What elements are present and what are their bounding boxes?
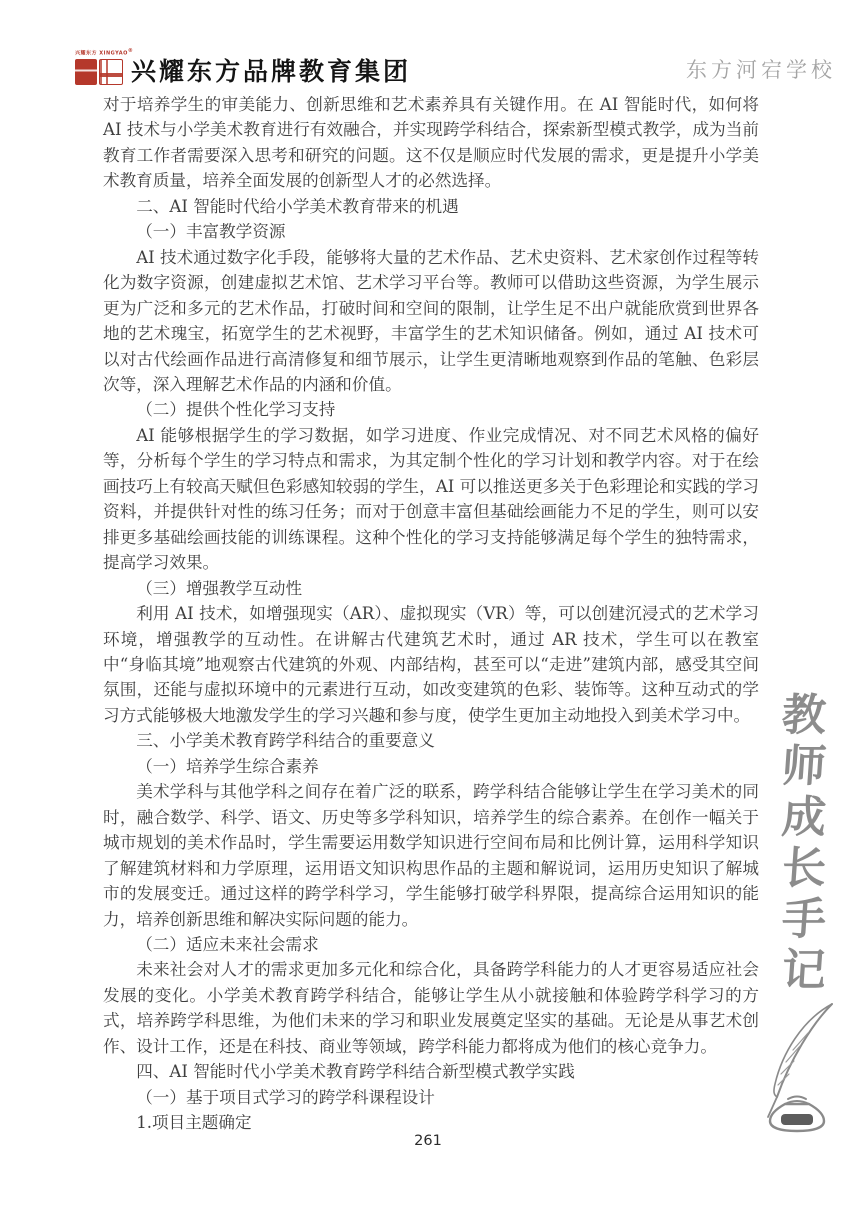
- brand-logo: [75, 48, 134, 92]
- section-heading: 三、小学美术教育跨学科结合的重要意义: [136, 731, 435, 751]
- brand-logo-seal-icon: [75, 59, 125, 85]
- vertical-title-char: 教: [780, 690, 828, 741]
- vertical-title: [772, 690, 836, 996]
- paragraph: AI 技术通过数字化手段，能够将大量的艺术作品、艺术史资料、艺术家创作过程等转化为数字资源，创建虚拟艺术馆、艺术学习平台等。教师可以借助这些资源，为学生展示更为广泛和多元的艺术作品，打破时间和空间的限制，让学生足不出户就能欣赏到世界各地的艺术瑰宝，拓宽学生的艺术视野，丰富学生的艺术知识储备。例如，通过 AI 技术可以对古代绘画作品进行高清修复和细节展示，让学生更清晰地观察到作品的笔触、色彩层次等，深入理解艺术作品的内涵和价值。: [103, 247, 759, 394]
- vertical-title-char: 记: [780, 945, 828, 996]
- vertical-title-char: 手: [780, 894, 828, 945]
- brand-title: 兴耀东方品牌教育集团: [131, 57, 412, 86]
- section-heading: （一）基于项目式学习的跨学科课程设计: [136, 1087, 435, 1107]
- section-heading: （二）适应未来社会需求: [136, 934, 319, 954]
- registered-trademark-icon: ®: [127, 48, 134, 54]
- paragraph: 美术学科与其他学科之间存在着广泛的联系，跨学科结合能够让学生在学习美术的同时，融合数学、科学、语文、历史等多学科知识，培养学生的综合素养。在创作一幅关于城市规划的美术作品时，学生需要运用数学知识进行空间布局和比例计算，运用科学知识了解建筑材料和力学原理，运用语文知识构思作品的主题和解说词，运用历史知识了解城市的发展变迁。通过这样的跨学科学习，学生能够打破学科界限，提高综合运用知识的能力，培养创新思维和解决实际问题的能力。: [103, 782, 759, 929]
- document-body: [103, 92, 759, 1136]
- paragraph: 利用 AI 技术，如增强现实（AR）、虚拟现实（VR）等，可以创建沉浸式的艺术学习环境，增强教学的互动性。在讲解古代建筑艺术时，通过 AR 技术，学生可以在教室中“身临其境”地观察古代建筑的外观、内部结构，甚至可以“走进”建筑内部，感受其空间氛围，还能与虚拟环境中的元素进行互动，如改变建筑的色彩、装饰等。这种互动式的学习方式能够极大地激发学生的学习兴趣和参与度，使学生更加主动地投入到美术学习中。: [103, 604, 759, 725]
- section-heading: 1.项目主题确定: [136, 1113, 252, 1133]
- brand-logo-small-text: 兴耀东方 XINGYAO®: [75, 48, 134, 57]
- vertical-title-char: 师: [780, 741, 828, 792]
- page-header: [75, 46, 836, 98]
- section-heading: （一）丰富教学资源: [136, 222, 286, 242]
- paragraph: AI 能够根据学生的学习数据，如学习进度、作业完成情况、对不同艺术风格的偏好等，分析每个学生的学习特点和需求，为其定制个性化的学习计划和教学内容。对于在绘画技巧上有较高天赋但色彩感知较弱的学生，AI 可以推送更多关于色彩理论和实践的学习资料，并提供针对性的练习任务；而对于创意丰富但基础绘画能力不足的学生，则可以安排更多基础绘画技能的训练课程。这种个性化的学习支持能够满足每个学生的独特需求，提高学习效果。: [103, 425, 759, 573]
- section-heading: 四、AI 智能时代小学美术教育跨学科结合新型模式教学实践: [136, 1062, 575, 1082]
- section-heading: （三）增强教学互动性: [136, 578, 303, 598]
- paragraph: 对于培养学生的审美能力、创新思维和艺术素养具有关键作用。在 AI 智能时代，如何将 AI 技术与小学美术教育进行有效融合，并实现跨学科结合，探索新型模式教学，成为当前教育工作者需要深入思考和研究的问题。这不仅是顺应时代发展的需求，更是提升小学美术教育质量，培养全面发展的创新型人才的必然选择。: [103, 95, 759, 191]
- vertical-title-char: 成: [780, 792, 828, 843]
- paragraph: 未来社会对人才的需求更加多元化和综合化，具备跨学科能力的人才更容易适应社会发展的变化。小学美术教育跨学科结合，能够让学生从小就接触和体验跨学科学习的方式，培养跨学科思维，为他们未来的学习和职业发展奠定坚实的基础。无论是从事艺术创作、设计工作，还是在科技、商业等领域，跨学科能力都将成为他们的核心竞争力。: [103, 960, 759, 1056]
- vertical-title-char: 长: [780, 843, 828, 894]
- section-heading: （二）提供个性化学习支持: [136, 400, 336, 420]
- quill-ink-icon: [750, 1000, 842, 1138]
- section-heading: 二、AI 智能时代给小学美术教育带来的机遇: [136, 196, 459, 216]
- section-heading: （一）培养学生综合素养: [136, 756, 319, 776]
- page-number: 261: [414, 1133, 442, 1149]
- school-name: 东方河宕学校: [686, 58, 836, 82]
